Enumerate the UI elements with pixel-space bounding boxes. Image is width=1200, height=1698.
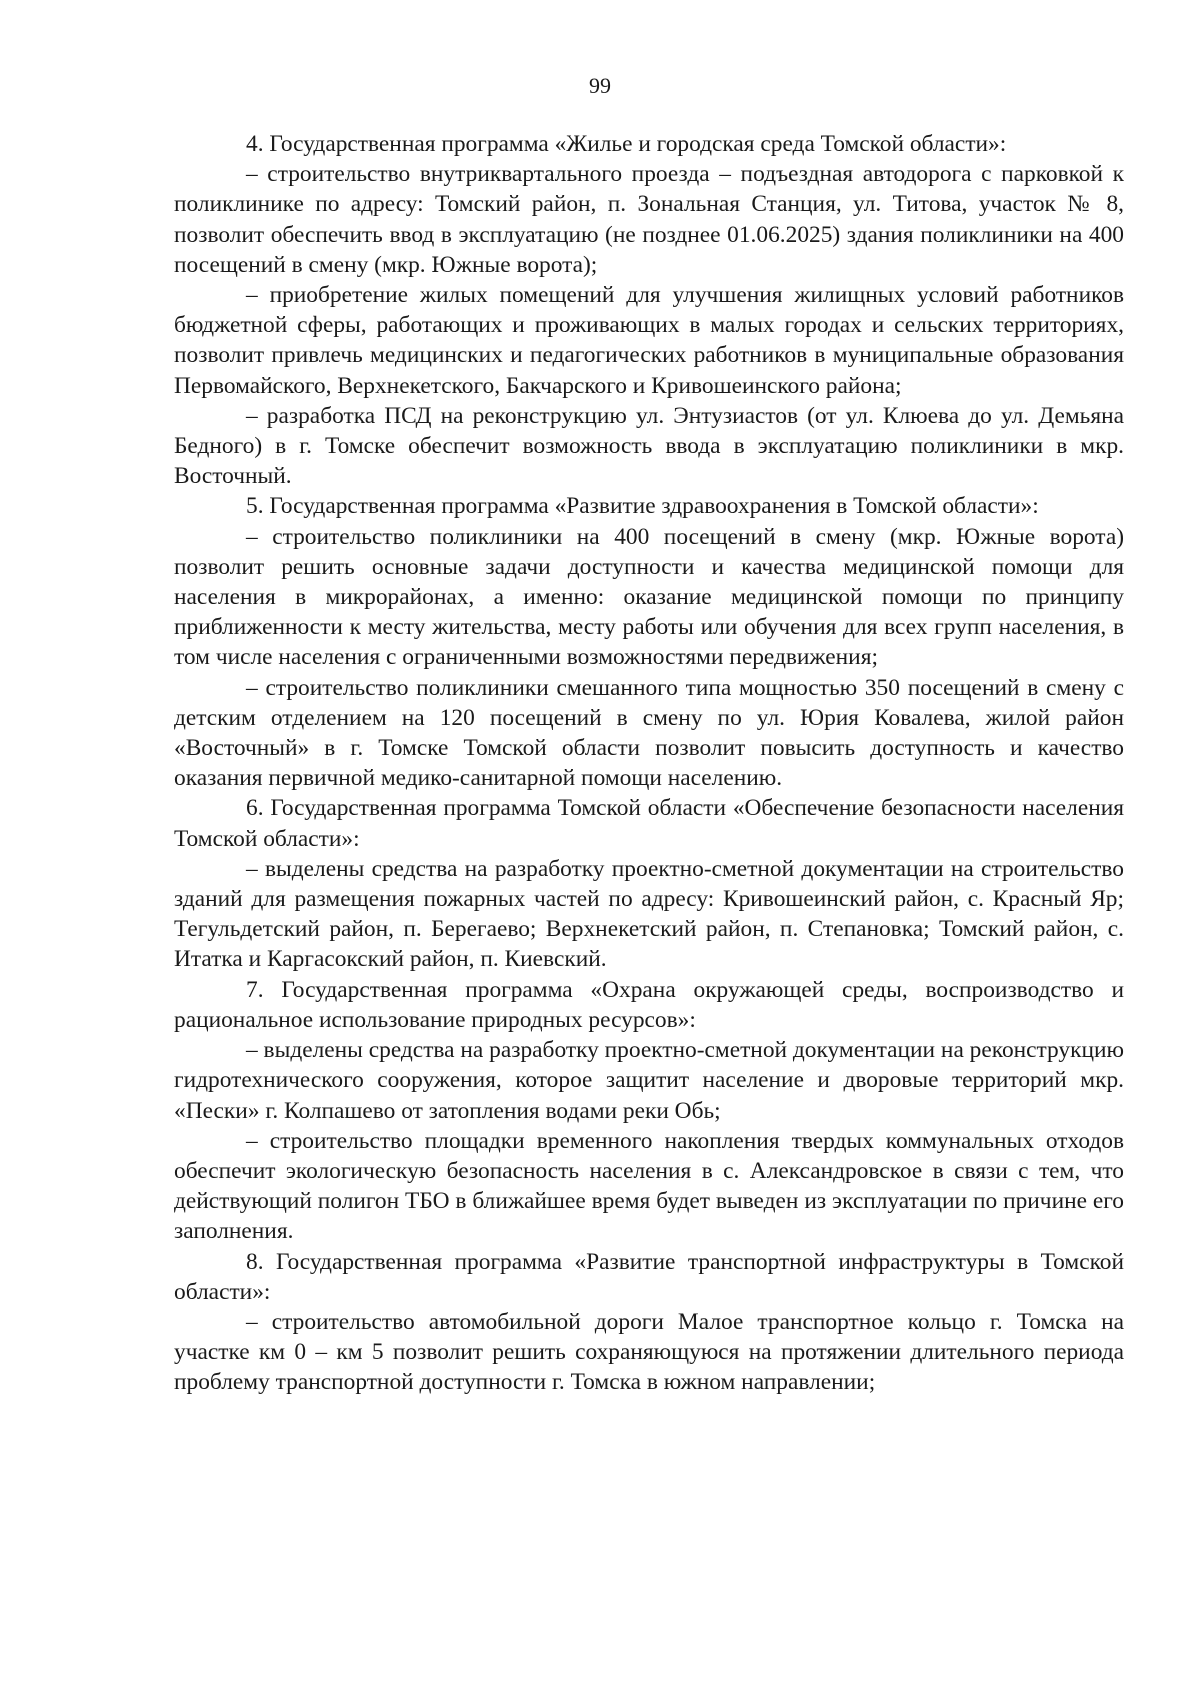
- program-heading-6: 6. Государственная программа Томской области «Обеспечение безопасности населения Томской области»:: [174, 795, 1124, 852]
- program-heading-5: 5. Государственная программа «Развитие здравоохранения в Томской области»:: [246, 493, 1039, 520]
- list-item: – строительство поликлиники на 400 посещений в смену (мкр. Южные ворота) позволит решить основные задачи доступности и качества медицинской помощи для населения в микрорайонах, а именно: оказание медицинской помощи по принципу приближенности к месту жительства, месту работы или обучения для всех групп населения, в том числе населения с ограниченными возможностями передвижения;: [174, 523, 1124, 671]
- program-heading-7: 7. Государственная программа «Охрана окружающей среды, воспроизводство и рациональное использование природных ресурсов»:: [174, 976, 1124, 1033]
- program-heading-4: 4. Государственная программа «Жилье и городская среда Томской области»:: [246, 131, 1007, 157]
- list-item: – выделены средства на разработку проектно-сметной документации на строительство зданий для размещения пожарных частей по адресу: Кривошеинский район, с. Красный Яр; Тегульдетский район, п. Берегаево; Верхнекетский район, п. Степановка; Томский район, с. Итатка и Каргасокский район, п. Киевский.: [174, 855, 1124, 973]
- page-number: 99: [589, 73, 611, 98]
- list-item: – приобретение жилых помещений для улучшения жилищных условий работников бюджетной сферы, работающих и проживающих в малых городах и сельских территориях, позволит привлечь медицинских и педагогических работников в муниципальные образования Первомайского, Верхнекетского, Бакчарского и Кривошеинского района;: [174, 282, 1124, 399]
- list-item: – строительство автомобильной дороги Малое транспортное кольцо г. Томска на участке км 0 – км 5 позволит решить сохраняющуюся на протяжении длительного периода проблему транспортной доступности г. Томска в южном направлении;: [174, 1308, 1124, 1396]
- document-body: [174, 129, 1124, 1398]
- list-item: – выделены средства на разработку проектно-сметной документации на реконструкцию гидротехнического сооружения, которое защитит население и дворовые территорий мкр. «Пески» г. Колпашево от затопления водами реки Обь;: [174, 1037, 1124, 1124]
- program-heading-8: 8. Государственная программа «Развитие транспортной инфраструктуры в Томской области»:: [174, 1248, 1124, 1305]
- list-item: – строительство площадки временного накопления твердых коммунальных отходов обеспечит экологическую безопасность населения в с. Александровское в связи с тем, что действующий полигон ТБО в ближайшее время будет выведен из эксплуатации по причине его заполнения.: [174, 1127, 1124, 1245]
- list-item: – разработка ПСД на реконструкцию ул. Энтузиастов (от ул. Клюева до ул. Демьяна Бедного) в г. Томске обеспечит возможность ввода в эксплуатацию поликлиники в мкр. Восточный.: [174, 402, 1124, 490]
- list-item: – строительство поликлиники смешанного типа мощностью 350 посещений в смену с детским отделением на 120 посещений в смену по ул. Юрия Ковалева, жилой район «Восточный» в г. Томске Томской области позволит повысить доступность и качество оказания первичной медико-санитарной помощи населению.: [174, 674, 1124, 792]
- list-item: – строительство внутриквартального проезда – подъездная автодорога с парковкой к поликлинике по адресу: Томский район, п. Зональная Станция, ул. Титова, участок № 8, позволит обеспечить ввод в эксплуатацию (не позднее 01.06.2025) здания поликлиники на 400 посещений в смену (мкр. Южные ворота);: [174, 161, 1124, 278]
